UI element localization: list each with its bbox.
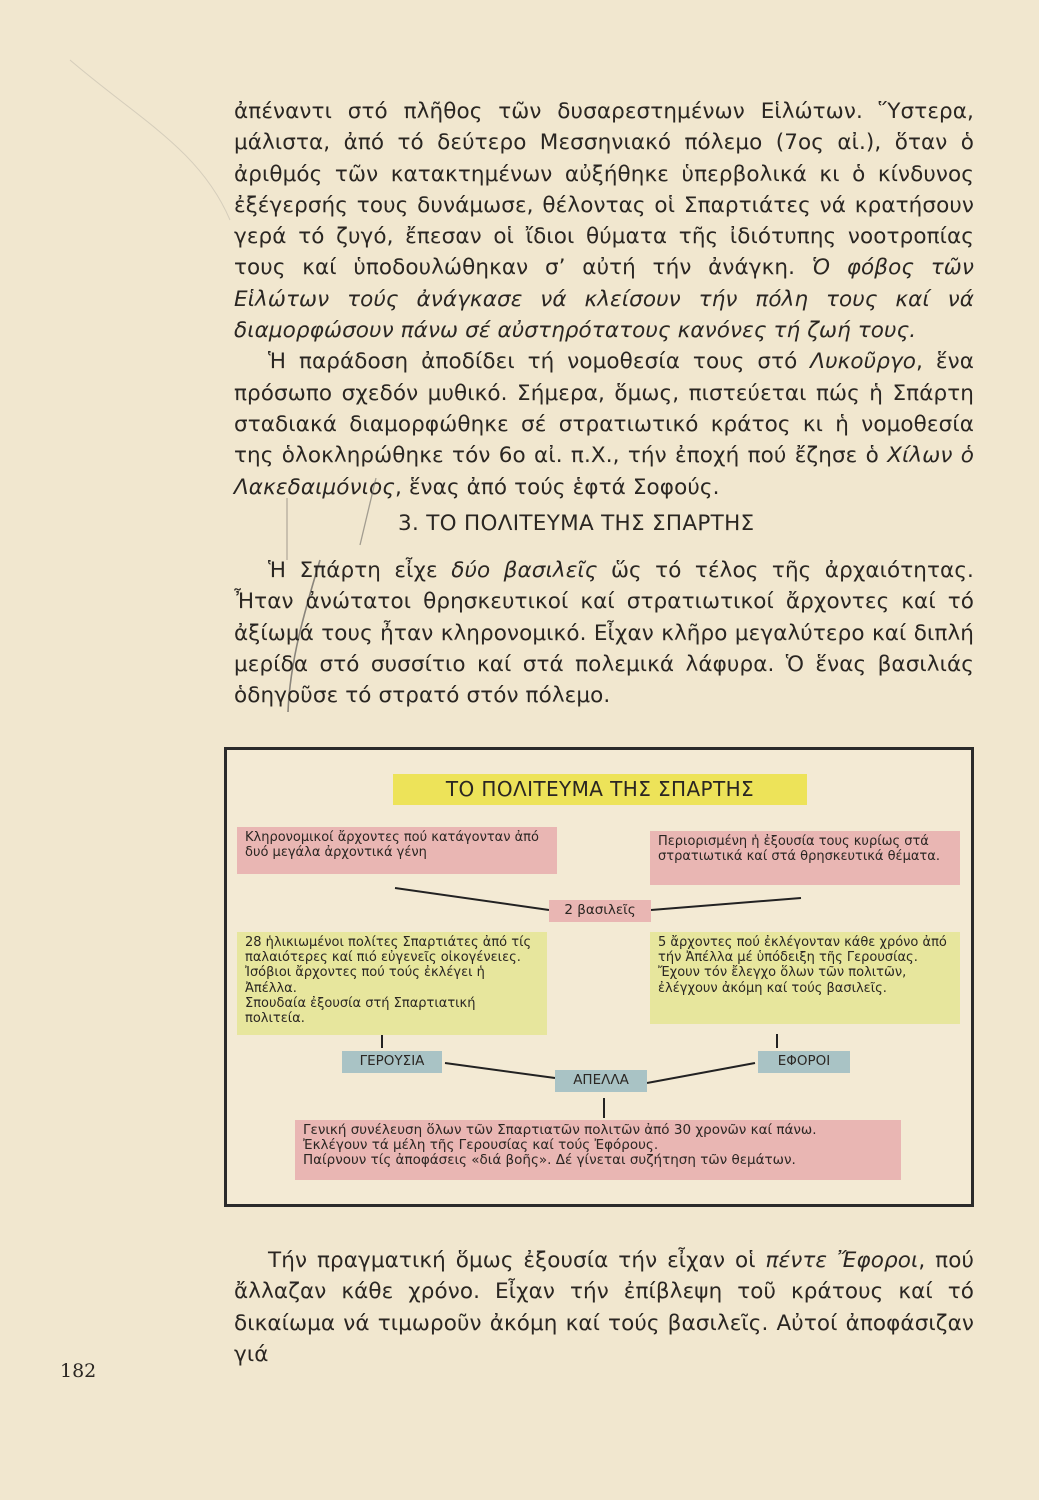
apella-label: ΑΠΕΛΛΑ (555, 1070, 647, 1092)
gerousia-label: ΓΕΡΟΥΣΙΑ (342, 1051, 442, 1073)
line-gerousia-apella (445, 1063, 555, 1078)
section-text-block (234, 555, 974, 711)
section-heading: 3. ΤΟ ΠΟΛΙΤΕΥΜΑ ΤΗΣ ΣΠΑΡΤΗΣ (398, 511, 755, 536)
apella-note (295, 1120, 901, 1180)
gerousia-note-line-2: Σπουδαία ἐξουσία στή Σπαρτιατική πολιτεία. (245, 995, 476, 1027)
paragraph-lykourgos-text-c: , ἕνας ἀπό τούς ἑφτά Σοφούς. (394, 474, 720, 500)
name-lykourgos: Λυκοῦργο (810, 349, 917, 375)
paragraph-lykourgos-text-b: , ἕνα πρόσωπο σχεδόν μυθικό. Σήμερα, ὅμως, πιστεύεται πώς ἡ Σπάρτη σταδιακά διαμορφώθηκε σέ στρατιωτικό κράτος κι ἡ νομοθεσία της ὁλοκληρώθηκε τόν 6ο αἰ. π.Χ., τήν ἐποχή πού ἔζησε ὁ (234, 349, 974, 469)
kings-origin-text: Κληρονομικοί ἄρχοντες πού κατάγονταν ἀπό δυό μεγάλα ἀρχοντικά γένη (245, 830, 539, 861)
apella-note-line-3: Παίρνουν τίς ἀποφάσεις «διά βοῆς». Δέ γίνεται συζήτηση τῶν θεμάτων. (303, 1152, 796, 1169)
paragraph-kings-emphasis: δύο βασιλεῖς (451, 558, 598, 583)
paragraph-kings-text-b: ὥς τό τέλος τῆς ἀρχαιότητας. Ἦταν ἀνώτατοι θρησκευτικοί καί στρατιωτικοί ἄρχοντες καί τό ἀξίωμά τους ἦταν κληρονομικό. Εἶχαν κλῆρο μεγαλύτερο καί διπλή μερίδα στό συσσίτιο καί στά πολεμικά λάφυρα. Ὁ ἕνας βασιλιάς ὁδηγοῦσε τό στρατό στόν πόλεμο. (234, 558, 974, 709)
paragraph-ephors (234, 1245, 974, 1370)
paragraph-lykourgos-text-a: Ἡ παράδοση ἀποδίδει τή νομοθεσία τους στό (268, 349, 811, 375)
paragraph-kings-text-a: Ἡ Σπάρτη εἶχε (268, 558, 452, 583)
paragraph-helots-emphasis: Ὁ φόβος τῶν Εἱλώτων τούς ἀνάγκασε νά κλείσουν τήν πόλη τους καί νά διαμορφώσουν πάνω σέ αὐστηρότατους κανόνες τή ζωή τους. (234, 255, 975, 344)
kings-origin-note (237, 827, 557, 874)
paragraph-ephors-text-a: Τήν πραγματική ὅμως ἐξουσία τήν εἶχαν οἱ (268, 1248, 766, 1273)
paragraph-helots-text: ἀπέναντι στό πλῆθος τῶν δυσαρεστημένων Εἱλώτων. Ὕστερα, μάλιστα, ἀπό τό δεύτερο Μεσσηνιακό πόλεμο (7ος αἰ.), ὅταν ὁ ἀριθμός τῶν κατακτημένων αὐξήθηκε ὑπερβολικά κι ὁ κίνδυνος ἐξέγερσής τους δυνάμωσε, θέλοντας οἱ Σπαρτιάτες νά κρατήσουν γερά τό ζυγό, ἔπεσαν οἱ ἴδιοι θύματα τῆς ἰδιότυπης νοοτροπίας τους καί ὑποδουλώθηκαν σ’ αὐτή τήν ἀνάγκη. (234, 99, 974, 281)
kings-power-text: Περιορισμένη ἡ ἐξουσία τους κυρίως στά στρατιωτικά καί στά θρησκευτικά θέματα. (658, 834, 940, 865)
line-apella-ephors (647, 1063, 755, 1083)
ephors-note-line-2: Ἔχουν τόν ἔλεγχο ὅλων τῶν πολιτῶν, ἐλέγχουν ἀκόμη καί τούς βασιλεῖς. (658, 965, 907, 996)
bottom-text-block (234, 1245, 974, 1370)
diagram-title: ΤΟ ΠΟΛΙΤΕΥΜΑ ΤΗΣ ΣΠΑΡΤΗΣ (393, 774, 807, 805)
apella-note-line-2: Ἐκλέγουν τά μέλη τῆς Γερουσίας καί τούς Ἐφόρους. (303, 1137, 659, 1154)
ephors-note-line-1: 5 ἄρχοντες πού ἐκλέγονταν κάθε χρόνο ἀπό τήν Ἀπέλλα μέ ὑπόδειξη τῆς Γερουσίας. (658, 935, 947, 966)
page-number: 182 (60, 1360, 97, 1382)
ephors-note (650, 932, 960, 1024)
paragraph-ephors-text-b: , πού ἄλλαζαν κάθε χρόνο. Εἶχαν τήν ἐπίβλεψη τοῦ κράτους καί τό δικαίωμα νά τιμωροῦν ἀκόμη καί τούς βασιλεῖς. Αὐτοί ἀποφάσιζαν γιά (234, 1248, 974, 1367)
constitution-diagram (224, 747, 974, 1207)
ephors-label: ΕΦΟΡΟΙ (758, 1051, 850, 1073)
kings-power-note (650, 831, 960, 885)
line-kings-left (395, 888, 549, 910)
gerousia-note (237, 932, 547, 1035)
paragraph-kings (234, 555, 974, 711)
line-kings-right (651, 898, 801, 910)
paragraph-ephors-emphasis: πέντε Ἔφοροι (765, 1248, 919, 1273)
kings-label: 2 βασιλεῖς (549, 900, 651, 922)
gerousia-note-line-1: 28 ἡλικιωμένοι πολίτες Σπαρτιάτες ἀπό τίς παλαιότερες καί πιό εὐγενεῖς οἰκογένειες. Ἰσόβιοι ἄρχοντες πού τούς ἐκλέγει ἡ Ἀπέλλα. (245, 935, 532, 996)
apella-note-line-1: Γενική συνέλευση ὅλων τῶν Σπαρτιατῶν πολιτῶν ἀπό 30 χρονῶν καί πάνω. (303, 1122, 817, 1138)
name-chilon: Χίλων ὁ Λακεδαιμόνιος (234, 443, 974, 500)
